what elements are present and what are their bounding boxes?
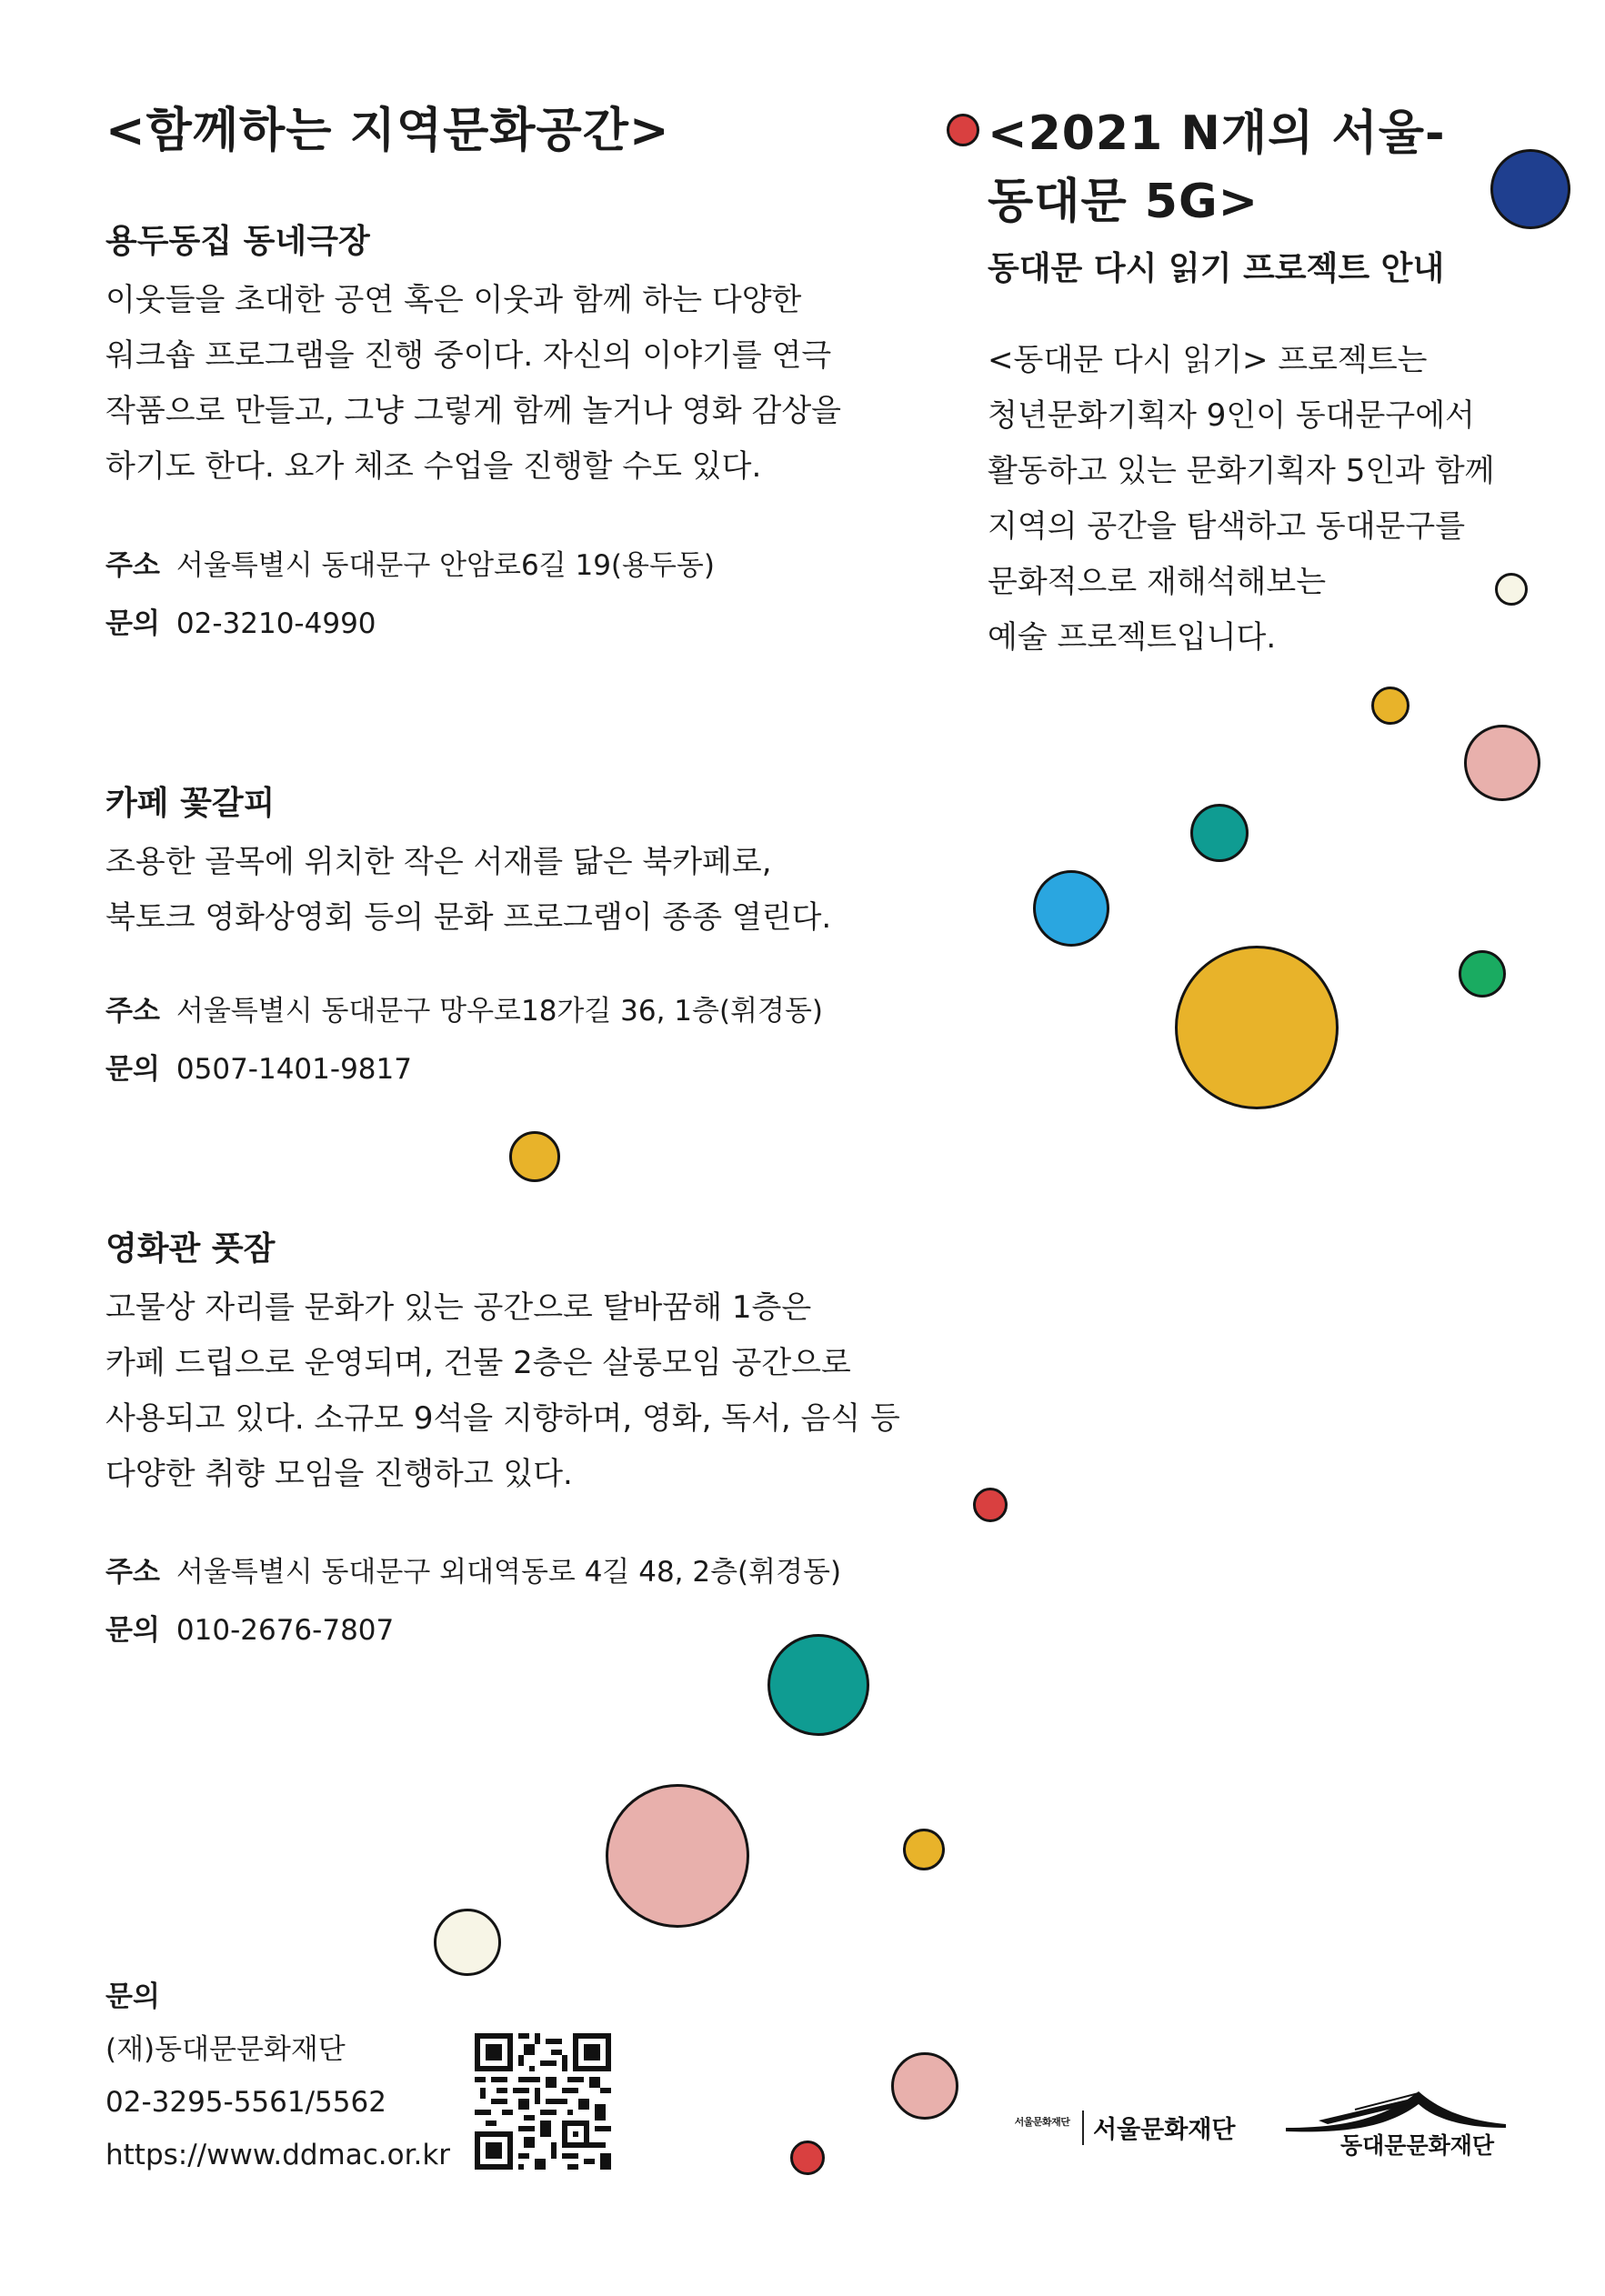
decorative-dot-red	[973, 1488, 1008, 1522]
seoul-foundation-mark: 서울문화재단	[1014, 2116, 1070, 2128]
address-row	[105, 536, 715, 595]
footer-url[interactable]: https://www.ddmac.or.kr	[105, 2139, 451, 2171]
footer-contact	[105, 1970, 450, 2181]
logo-divider	[1082, 2111, 1084, 2145]
desc-line: 청년문화기획자 9인이 동대문구에서	[988, 397, 1475, 434]
desc-line: 사용되고 있다. 소규모 9석을 지향하며, 영화, 독서, 음식 등	[105, 1400, 900, 1437]
address-row	[105, 982, 823, 1040]
address-value: 서울특별시 동대문구 망우로18가길 36, 1층(휘경동)	[176, 995, 824, 1028]
decorative-dot-red	[790, 2141, 825, 2175]
decorative-dot-teal-large	[767, 1634, 869, 1736]
decorative-dot-cream	[1495, 573, 1528, 606]
decorative-dot-navy	[1490, 149, 1570, 229]
address-label: 주소	[105, 995, 160, 1028]
desc-line: 지역의 공간을 탐색하고 동대문구를	[988, 508, 1466, 545]
contact-label: 문의	[105, 1614, 160, 1647]
contact-row	[105, 1601, 841, 1659]
place-description-1	[105, 273, 841, 495]
desc-line: 조용한 골목에 위치한 작은 서재를 닮은 북카페로,	[105, 844, 772, 880]
address-label: 주소	[105, 1556, 160, 1589]
place-info-1	[105, 536, 715, 653]
decorative-dot-green	[1459, 950, 1506, 998]
decorative-dot-blue	[1033, 870, 1109, 947]
desc-line: 이웃들을 초대한 공연 혹은 이웃과 함께 하는 다양한	[105, 282, 802, 318]
footer-label: 문의	[105, 1980, 160, 2013]
contact-row	[105, 1040, 823, 1098]
contact-label: 문의	[105, 1053, 160, 1086]
place-title-2: 카페 꽃갈피	[105, 785, 276, 822]
address-value: 서울특별시 동대문구 외대역동로 4길 48, 2층(휘경동)	[176, 1556, 842, 1589]
footer-phone: 02-3295-5561/5562	[105, 2086, 386, 2119]
contact-row	[105, 595, 715, 653]
desc-line: 하기도 한다. 요가 체조 수업을 진행할 수도 있다.	[105, 448, 762, 485]
contact-label: 문의	[105, 607, 160, 640]
desc-line: 다양한 취향 모임을 진행하고 있다.	[105, 1456, 573, 1492]
place-info-2	[105, 982, 823, 1098]
project-title-line2: 동대문 5G>	[988, 175, 1259, 229]
address-row	[105, 1543, 841, 1601]
seoul-foundation-logo	[1011, 2110, 1236, 2145]
desc-line: 카페 드립으로 운영되며, 건물 2층은 살롱모임 공간으로	[105, 1345, 851, 1381]
decorative-dot-yellow-small	[509, 1131, 560, 1182]
contact-value: 02-3210-4990	[176, 607, 376, 640]
contact-value: 0507-1401-9817	[176, 1053, 412, 1086]
desc-line: 예술 프로젝트입니다.	[988, 619, 1277, 656]
decorative-dot-teal	[1190, 804, 1249, 862]
decorative-dot-yellow	[1371, 687, 1409, 725]
dongdaemun-foundation-text: 동대문문화재단	[1340, 2132, 1495, 2159]
desc-line: 북토크 영화상영회 등의 문화 프로그램이 종종 열린다.	[105, 899, 832, 936]
footer-org: (재)동대문문화재단	[105, 2033, 346, 2066]
decorative-dot-pink-large	[606, 1784, 749, 1928]
decorative-dot-pink	[1464, 725, 1540, 801]
decorative-dot-yellow-large	[1175, 946, 1339, 1109]
place-info-3	[105, 1543, 841, 1659]
address-label: 주소	[105, 549, 160, 582]
section-heading-spaces: <함께하는 지역문화공간>	[105, 104, 670, 158]
desc-line: 문화적으로 재해석해보는	[988, 564, 1327, 600]
project-description	[988, 333, 1495, 666]
project-subtitle: 동대문 다시 읽기 프로젝트 안내	[988, 250, 1445, 287]
contact-value: 010-2676-7807	[176, 1614, 395, 1647]
place-description-2	[105, 835, 831, 946]
decorative-dot-cream	[434, 1909, 501, 1976]
desc-line: 활동하고 있는 문화기획자 5인과 함께	[988, 453, 1495, 489]
seoul-foundation-text: 서울문화재단	[1093, 2116, 1236, 2144]
dongdaemun-foundation-logo	[1282, 2088, 1510, 2161]
desc-line: 고물상 자리를 문화가 있는 공간으로 탈바꿈해 1층은	[105, 1289, 812, 1326]
project-title-line1: <2021 N개의 서울-	[988, 106, 1446, 161]
desc-line: <동대문 다시 읽기> 프로젝트는	[988, 342, 1428, 378]
decorative-dot-yellow	[903, 1829, 945, 1870]
desc-line: 작품으로 만들고, 그냥 그렇게 함께 놀거나 영화 감상을	[105, 393, 842, 429]
place-title-1: 용두동집 동네극장	[105, 223, 370, 260]
address-value: 서울특별시 동대문구 안암로6길 19(용두동)	[176, 549, 715, 582]
decorative-dot-pink	[891, 2052, 958, 2120]
qr-code[interactable]	[475, 2033, 611, 2170]
place-description-3	[105, 1280, 900, 1502]
decorative-dot-red	[947, 114, 979, 146]
place-title-3: 영화관 풋잠	[105, 1230, 276, 1268]
desc-line: 워크숍 프로그램을 진행 중이다. 자신의 이야기를 연극	[105, 337, 832, 374]
